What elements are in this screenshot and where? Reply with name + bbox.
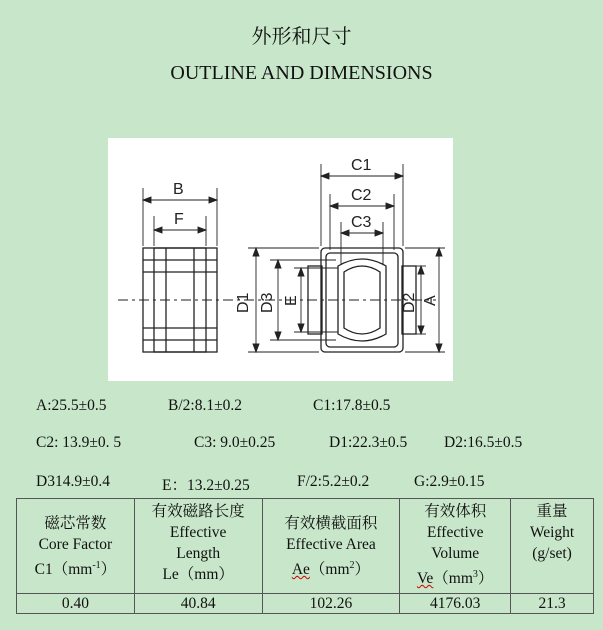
dim-D3-value: D314.9±0.4 [36,473,110,490]
header-effective-volume-cn: 有效体积 [424,502,487,520]
header-effective-volume-en2: Volume [431,545,480,562]
header-core-factor-en: Core Factor [38,536,113,553]
dim-C3-value: C3: 9.0±0.25 [194,434,276,451]
header-effective-length-en1: Effective [169,524,227,541]
header-weight-en2: (g/set) [532,545,572,562]
header-weight-en1: Weight [529,524,575,541]
dim-C1-value: C1:17.8±0.5 [313,397,391,414]
header-effective-volume-en1: Effective [426,524,484,541]
header-effective-volume-tail: ） [477,570,494,588]
header-effective-area-sym: Ae [291,561,310,579]
label-D1: D1 [235,292,252,313]
value-effective-volume: 4176.03 [400,594,511,614]
core-parameters-table [16,498,594,614]
dim-D1-value: D1:22.3±0.5 [329,434,408,451]
header-effective-volume-unit: （mm [433,570,473,588]
label-C1: C1 [351,157,372,174]
page-title-en: OUTLINE AND DIMENSIONS [170,62,433,84]
dim-A-value: A:25.5±0.5 [36,397,107,414]
dim-G-value: G:2.9±0.15 [414,473,485,490]
header-effective-length-cn: 有效磁路长度 [151,502,245,520]
header-core-factor-cn: 磁芯常数 [44,514,107,532]
header-weight-cn: 重量 [536,502,568,520]
header-effective-area-sup: 2 [349,560,355,571]
label-D2: D2 [401,292,418,313]
dim-F-value: F/2:5.2±0.2 [297,473,370,490]
header-effective-length-en2: Length [176,545,221,562]
header-effective-volume-sup: 3 [472,569,478,580]
value-effective-area: 102.26 [262,594,400,614]
header-core-factor-tail: ） [100,561,117,579]
label-B: B [173,181,184,198]
label-A: A [422,295,439,306]
header-core-factor [17,499,135,594]
header-effective-area [262,499,400,594]
value-weight: 21.3 [511,594,594,614]
value-core-factor: 0.40 [17,594,135,614]
header-effective-length-sym: Le（mm） [162,566,234,583]
header-core-factor-sym: C1（mm [34,561,93,579]
header-effective-area-tail: ） [354,561,371,579]
dim-B-value: B/2:8.1±0.2 [168,397,242,414]
dim-E-value: E：13.2±0.25 [162,477,250,494]
label-F: F [174,211,184,228]
outline-drawing [108,138,453,381]
header-weight [511,499,594,594]
header-effective-volume [400,499,511,594]
header-effective-area-cn: 有效横截面积 [284,514,378,532]
table-value-row [17,594,594,614]
label-C2: C2 [351,187,372,204]
value-effective-length: 40.84 [134,594,262,614]
header-effective-volume-sym: Ve [416,570,434,588]
header-effective-area-unit: （mm [309,561,350,579]
header-core-factor-sup: -1 [92,560,101,571]
dim-C2-value: C2: 13.9±0. 5 [36,434,122,451]
page-title-cn: 外形和尺寸 [251,24,352,48]
label-E: E [283,295,300,306]
header-effective-area-en: Effective Area [286,536,376,553]
label-C3: C3 [351,214,372,231]
label-D3: D3 [259,292,276,313]
header-effective-length [134,499,262,594]
table-header-row [17,499,594,594]
dim-D2-value: D2:16.5±0.5 [444,434,523,451]
